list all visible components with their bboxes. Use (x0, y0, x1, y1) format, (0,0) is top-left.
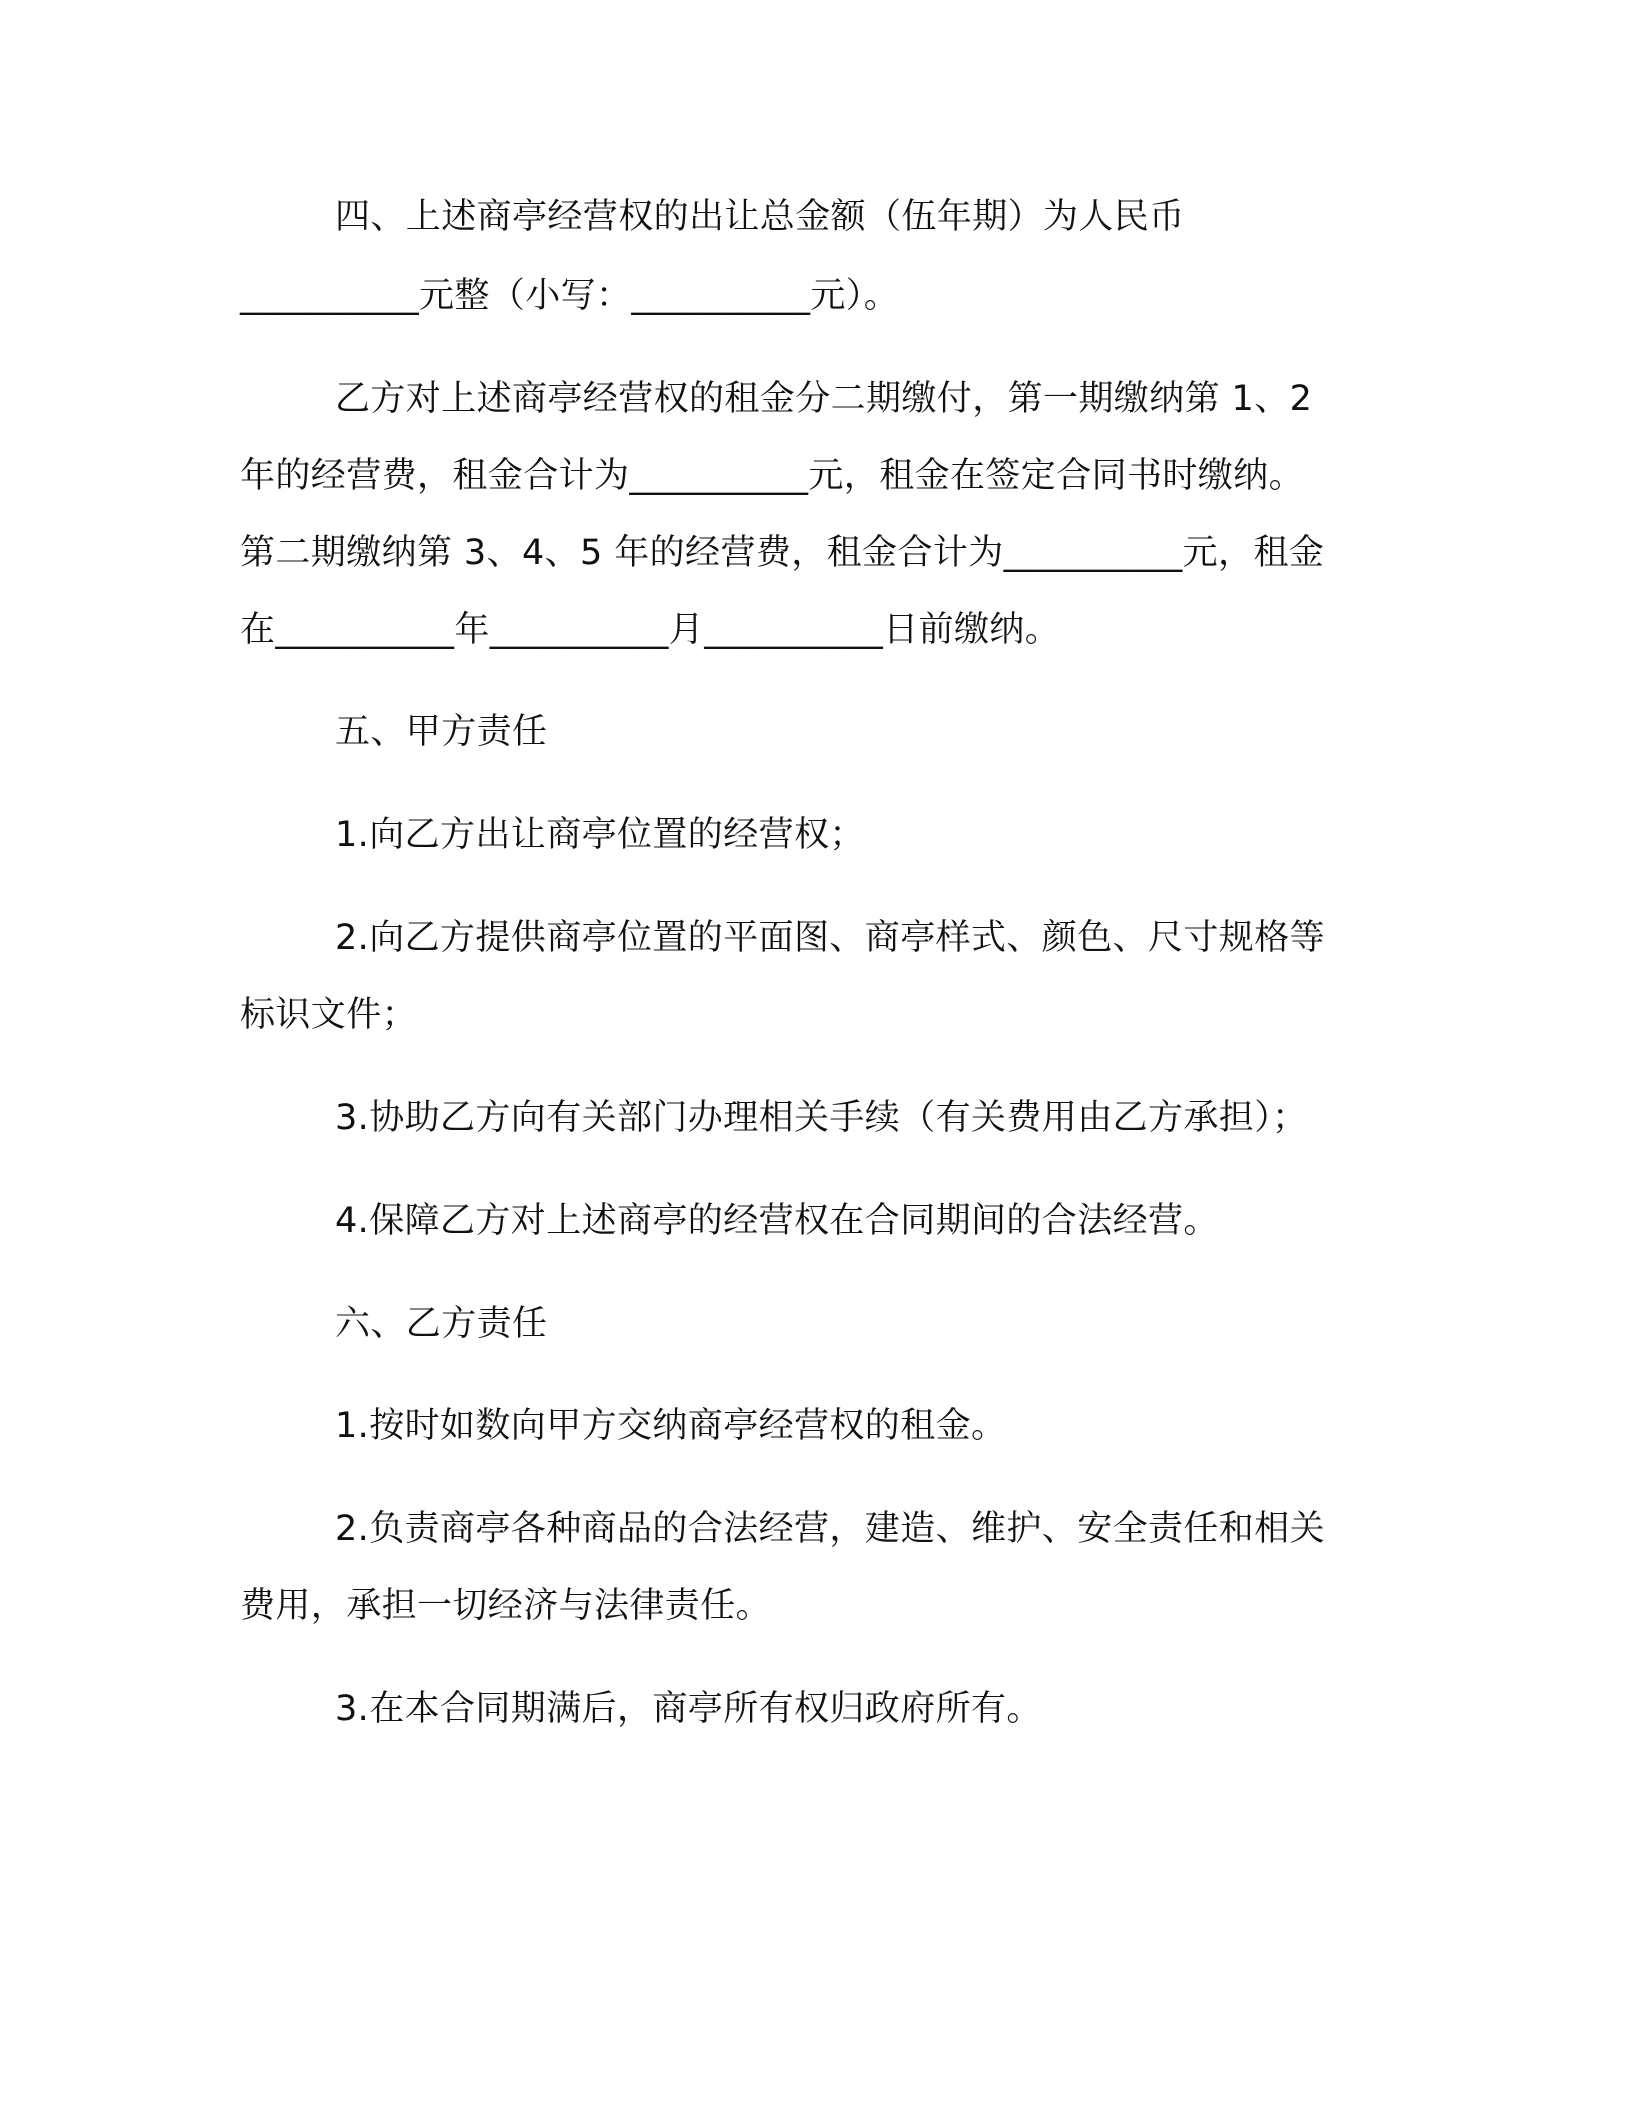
payment-paragraph-line-1: 乙方对上述商亭经营权的租金分二期缴付，第一期缴纳第 1、2 (335, 379, 1313, 419)
party-b-item-3: 3.在本合同期满后，商亭所有权归政府所有。 (335, 1689, 1042, 1729)
party-a-item-3: 3.协助乙方向有关部门办理相关手续（有关费用由乙方承担）； (335, 1098, 1308, 1138)
party-a-item-1: 1.向乙方出让商亭位置的经营权； (335, 815, 865, 855)
clause-4-heading-line: 四、上述商亭经营权的出让总金额（伍年期）为人民币 (335, 197, 1185, 237)
payment-paragraph-line-2: 年的经营费，租金合计为__________元，租金在签定合同书时缴纳。 (240, 456, 1305, 496)
party-b-item-2-line-2: 费用，承担一切经济与法律责任。 (240, 1586, 772, 1626)
party-b-item-2-line-1: 2.负责商亭各种商品的合法经营，建造、维护、安全责任和相关 (335, 1509, 1325, 1549)
party-a-item-2-line-1: 2.向乙方提供商亭位置的平面图、商亭样式、颜色、尺寸规格等 (335, 918, 1325, 958)
section-5-heading: 五、甲方责任 (335, 712, 548, 752)
payment-paragraph-line-3: 第二期缴纳第 3、4、5 年的经营费，租金合计为__________元，租金 (240, 533, 1325, 573)
section-6-heading: 六、乙方责任 (335, 1304, 548, 1344)
party-a-item-4: 4.保障乙方对上述商亭的经营权在合同期间的合法经营。 (335, 1201, 1219, 1241)
party-b-item-1: 1.按时如数向甲方交纳商亭经营权的租金。 (335, 1406, 1007, 1446)
party-a-item-2-line-2: 标识文件； (240, 995, 418, 1035)
payment-paragraph-line-4: 在__________年__________月__________日前缴纳。 (240, 610, 1061, 650)
clause-4-amount-line: __________元整（小写：__________元）。 (240, 276, 900, 316)
